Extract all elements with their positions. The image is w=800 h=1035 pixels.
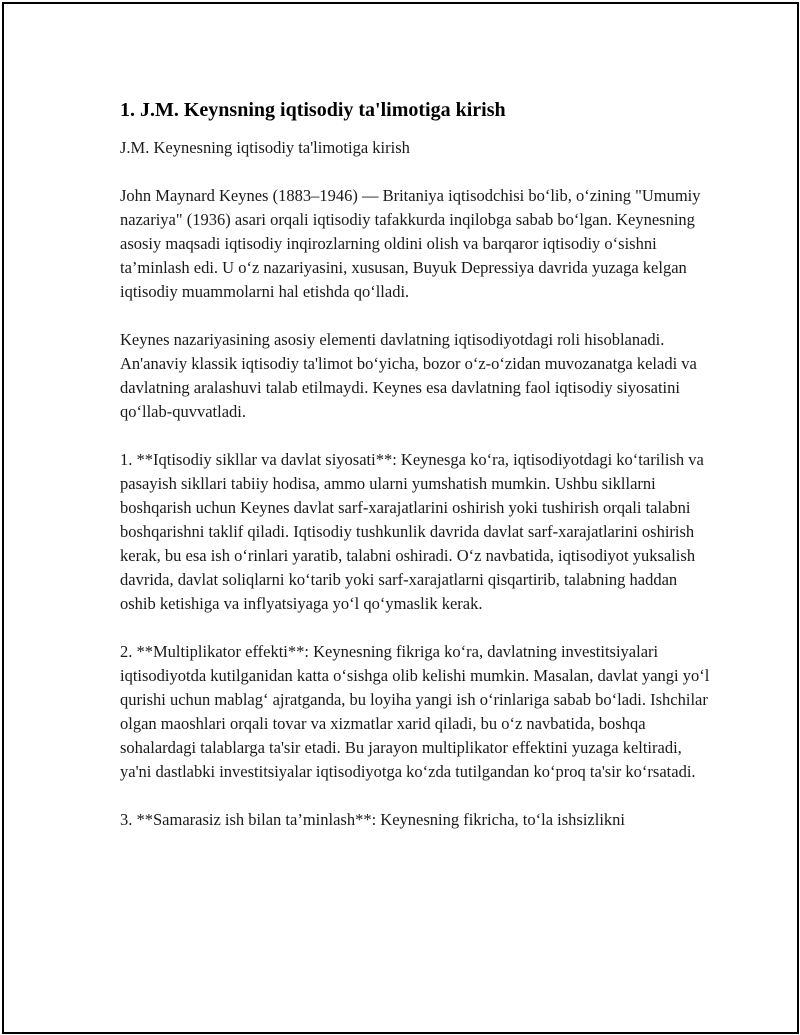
document-body	[120, 92, 710, 832]
document-subtitle: J.M. Keynesning iqtisodiy ta'limotiga kirish	[120, 138, 410, 157]
paragraph-state-role: Keynes nazariyasining asosiy elementi davlatning iqtisodiyotdagi roli hisoblanadi. An'anaviy klassik iqtisodiy ta'limot bo‘yicha, bozor o‘z-o‘zidan muvozanatga keladi va davlatning aralashuvi talab etilmaydi. Keynes esa davlatning faol iqtisodiy siyosatini qo‘llab-quvvatladi.	[120, 330, 697, 421]
paragraph-employment: 3. **Samarasiz ish bilan ta’minlash**: Keynesning fikricha, to‘la ishsizlikni	[120, 810, 625, 829]
paragraph-intro: John Maynard Keynes (1883–1946) — Britaniya iqtisodchisi bo‘lib, o‘zining "Umumiy nazariya" (1936) asari orqali iqtisodiy tafakkurda inqilobga sabab bo‘lgan. Keynesning asosiy maqsadi iqtisodiy inqirozlarning oldini olish va barqaror iqtisodiy o‘sishni ta’minlash edi. U o‘z nazariyasini, xususan, Buyuk Depressiya davrida yuzaga kelgan iqtisodiy muammolarni hal etishda qo‘lladi.	[120, 186, 701, 301]
document-heading: 1. J.M. Keynsning iqtisodiy ta'limotiga kirish	[120, 99, 506, 121]
paragraph-multiplier-effect: 2. **Multiplikator effekti**: Keynesning fikriga ko‘ra, davlatning investitsiyalari iqtisodiyotda kutilganidan katta o‘sishga olib kelishi mumkin. Masalan, davlat yangi yo‘l qurishi uchun mablag‘ ajratganda, bu loyiha yangi ish o‘rinlariga sabab bo‘ladi. Ishchilar olgan maoshlari orqali tovar va xizmatlar xarid qiladi, bu o‘z navbatida, boshqa sohalardagi talablarga ta'sir etadi. Bu jarayon multiplikator effektini yuzaga keltiradi, ya'ni dastlabki investitsiyalar iqtisodiyotga ko‘zda tutilgandan ko‘proq ta'sir ko‘rsatadi.	[120, 642, 710, 781]
page-frame	[2, 2, 799, 1034]
paragraph-economic-cycles: 1. **Iqtisodiy sikllar va davlat siyosati**: Keynesga ko‘ra, iqtisodiyotdagi ko‘tarilish va pasayish sikllari tabiiy hodisa, ammo ularni yumshatish mumkin. Ushbu sikllarni boshqarish uchun Keynes davlat sarf-xarajatlarini oshirish yoki tushirish orqali talabni boshqarishni taklif qiladi. Iqtisodiy tushkunlik davrida davlat sarf-xarajatlarini oshirish kerak, bu esa ish o‘rinlari yaratib, talabni oshiradi. O‘z navbatida, iqtisodiyot yuksalish davrida, davlat soliqlarni ko‘tarib yoki sarf-xarajatlarni qisqartirib, talabning haddan oshib ketishiga va inflyatsiyaga yo‘l qo‘ymaslik kerak.	[120, 450, 704, 613]
